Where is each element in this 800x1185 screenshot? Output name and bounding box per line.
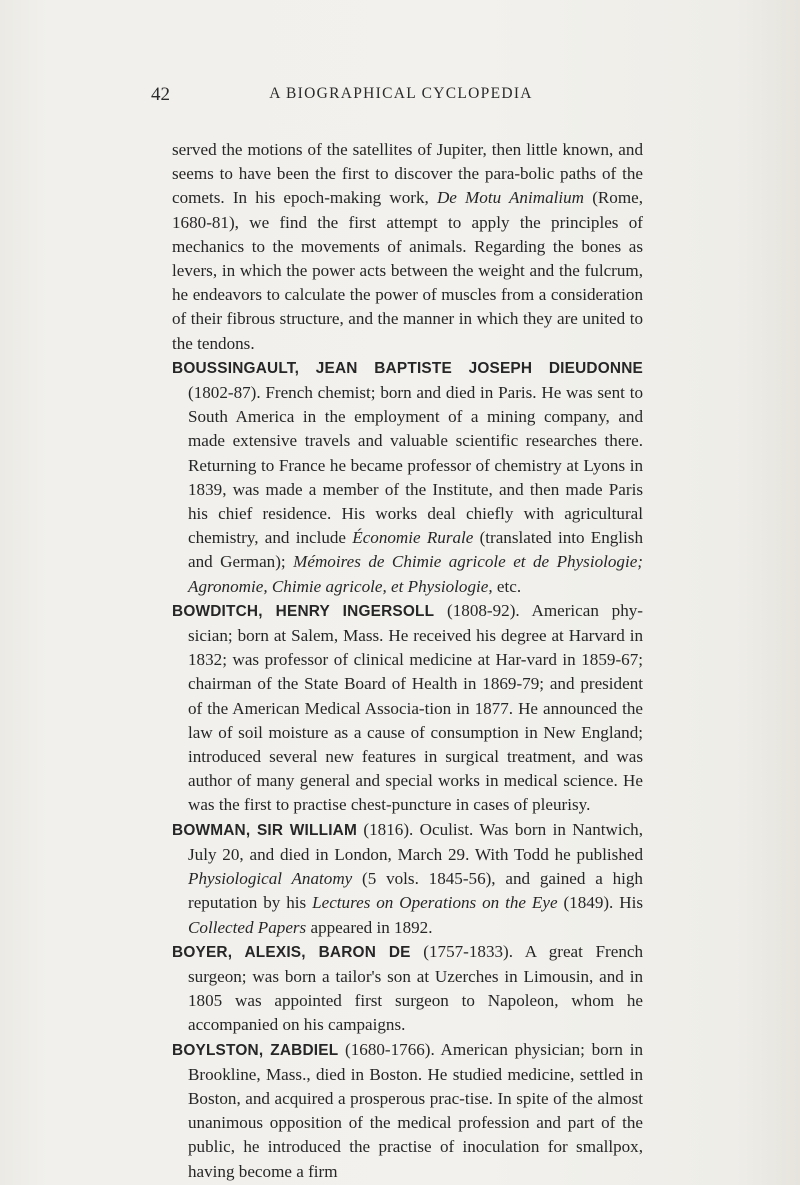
- entry-bowditch: BOWDITCH, HENRY INGERSOLL (1808-92). American phy-sician; born at Salem, Mass. He received his degree at Harvard in 1832; was professor of clinical medicine at Har-vard in 1859-67; chairman of the State Board of Health in 1869-79; and president of the American Medical Associa-tion in 1877. He announced the law of soil moisture as a cause of consumption in New England; introduced several new features in surgical treatment, and was author of many general and special works in medical science. He was the first to practise chest-puncture in cases of pleurisy.: [172, 600, 643, 815]
- running-head: A BIOGRAPHICAL CYCLOPEDIA: [269, 85, 533, 102]
- work-title: Physiological Anatomy: [188, 869, 353, 889]
- entry-name: BOYLSTON, ZABDIEL: [172, 1041, 339, 1059]
- entry-name: BOYER, ALEXIS, BARON DE: [172, 943, 411, 961]
- work-title: Lectures on Operations on the Eye: [312, 893, 558, 913]
- entry-boylston: BOYLSTON, ZABDIEL (1680-1766). American physician; born in Brookline, Mass., died in Boston. He studied medicine, settled in Boston, and acquired a prosperous prac-tise. In spite of the almost unanimous opposition of the medical profession and part of the public, he introduced the practise of inoculation for smallpox, having become a firm: [172, 1039, 643, 1181]
- entry-boyer: BOYER, ALEXIS, BARON DE (1757-1833). A great French surgeon; was born a tailor's son at Uzerches in Limousin, and in 1805 was appointed first surgeon to Napoleon, whom he accompanied on his campaigns.: [172, 941, 644, 1035]
- continuation-paragraph: served the motions of the satellites of Jupiter, then little known, and seems to have been the first to discover the para-bolic paths of the comets. In his epoch-making work, De Motu Animalium (Rome, 1680-81), we find the first attempt to apply the principles of mechanics to the movements of animals. Regarding the bones as levers, in which the power acts between the weight and the fulcrum, he endeavors to calculate the power of muscles from a consideration of their fibrous structure, and the manner in which they are united to the tendons.: [172, 140, 643, 353]
- work-title: Économie Rurale: [352, 528, 474, 548]
- entry-name: BOWMAN, SIR WILLIAM: [172, 821, 358, 839]
- body-text: [172, 138, 643, 1184]
- page-header: [151, 84, 651, 108]
- entry-name: BOUSSINGAULT, JEAN BAPTISTE JOSEPH DIEUDONNE: [172, 359, 643, 377]
- entry-name: BOWDITCH, HENRY INGERSOLL: [172, 602, 435, 620]
- work-title: Collected Papers: [188, 917, 307, 937]
- work-title: Mémoires de Chimie agricole et de Physiologie; Agronomie, Chimie agricole, et Physiologie,: [188, 552, 643, 596]
- page-number: 42: [151, 84, 170, 105]
- entry-boussingault: BOUSSINGAULT, JEAN BAPTISTE JOSEPH DIEUDONNE (1802-87). French chemist; born and died in Paris. He was sent to South America in the employment of a mining company, and made extensive travels and valuable scientific researches there. Returning to France he became professor of chemistry at Lyons in 1839, was made a member of the Institute, and then made Paris his chief residence. His works deal chiefly with agricultural chemistry, and include Économie Rurale (translated into English and German); Mémoires de Chimie agricole et de Physiologie; Agronomie, Chimie agricole, et Physiologie, etc.: [172, 359, 643, 596]
- work-title: De Motu Animalium: [436, 188, 585, 208]
- entry-bowman: BOWMAN, SIR WILLIAM (1816). Oculist. Was born in Nantwich, July 20, and died in London, March 29. With Todd he published Physiological Anatomy (5 vols. 1845-56), and gained a high reputation by his Lectures on Operations on the Eye (1849). His Collected Papers appeared in 1892.: [172, 819, 643, 937]
